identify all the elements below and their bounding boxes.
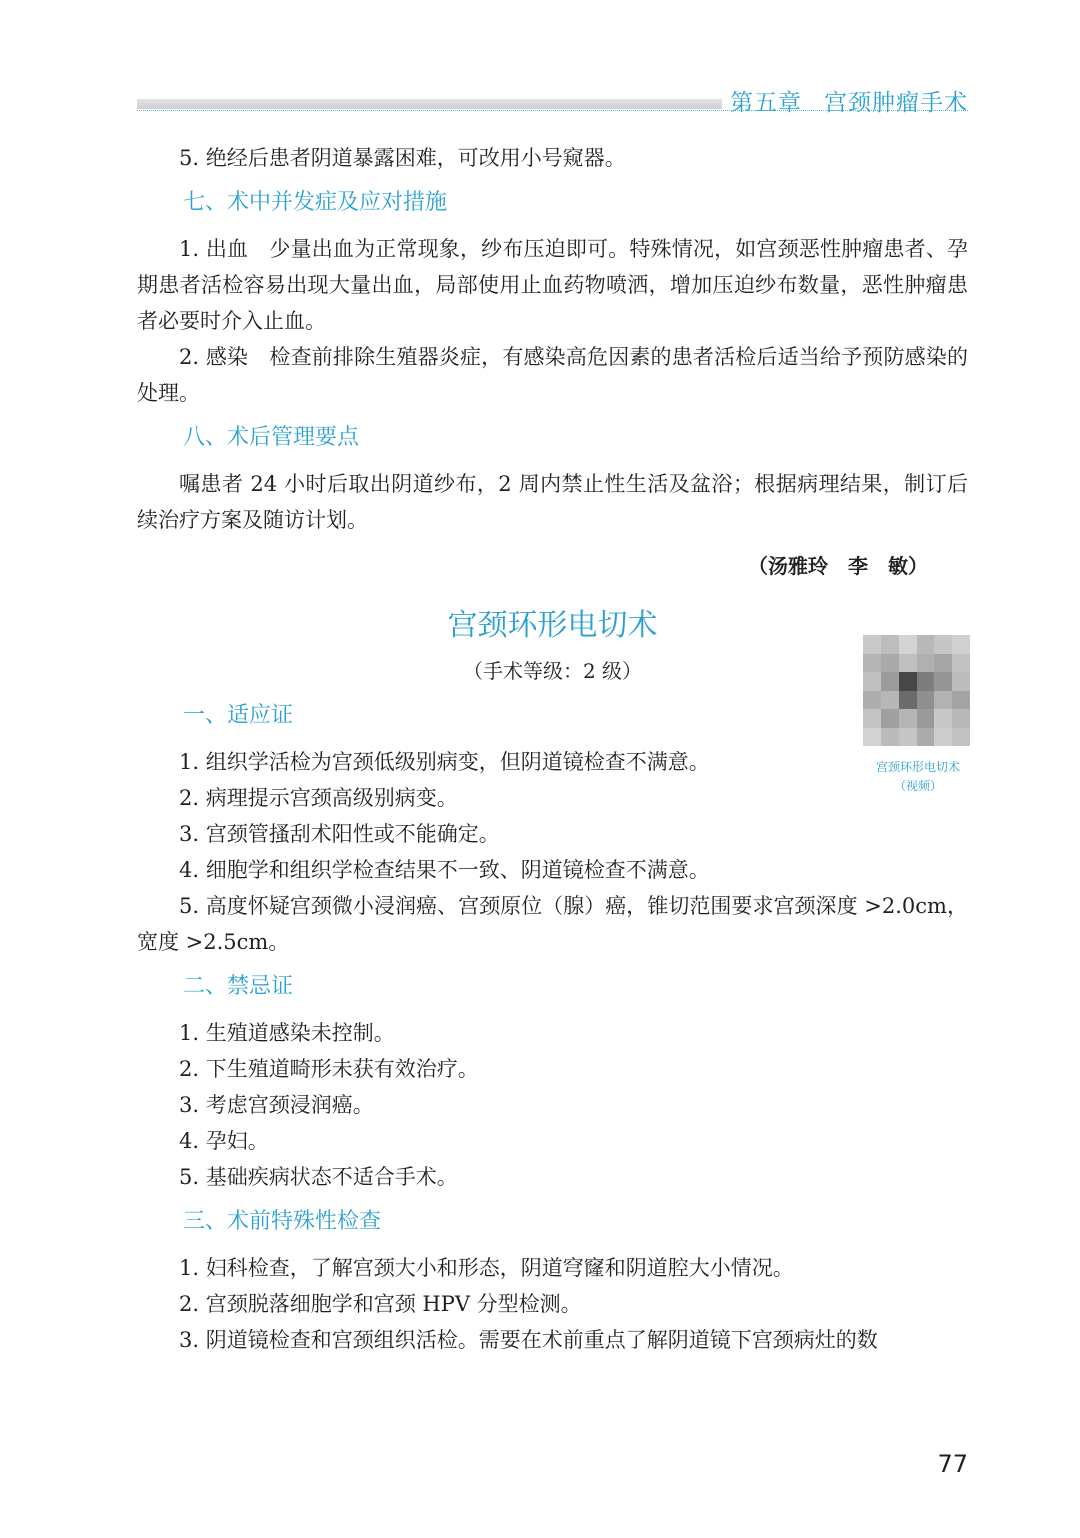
- list-item: 3. 考虑宫颈浸润癌。: [179, 1093, 374, 1117]
- paragraph: 5. 绝经后患者阴道暴露困难，可改用小号窥器。: [179, 146, 626, 170]
- page-body: [137, 140, 968, 1358]
- paragraph: 2. 感染 检查前排除生殖器炎症，有感染高危因素的患者活检后适当给予预防感染的处理。: [137, 345, 968, 405]
- section-heading: 三、术前特殊性检查: [183, 1209, 382, 1234]
- video-caption-type: （视频）: [893, 779, 942, 793]
- list-item: 5. 高度怀疑宫颈微小浸润癌、宫颈原位（腺）癌，锥切范围要求宫颈深度 >2.0cm，宽度 >2.5cm。: [137, 894, 968, 954]
- list-item: 2. 宫颈脱落细胞学和宫颈 HPV 分型检测。: [179, 1292, 582, 1316]
- list-item: 1. 生殖道感染未控制。: [179, 1021, 395, 1045]
- video-caption: [848, 758, 988, 796]
- section-heading: 一、适应证: [183, 703, 294, 728]
- procedure-level: （手术等级：2 级）: [462, 659, 643, 683]
- list-item: 2. 病理提示宫颈高级别病变。: [179, 786, 458, 810]
- list-item: 4. 孕妇。: [179, 1129, 269, 1153]
- page-number: 77: [937, 1450, 968, 1478]
- list-item: 3. 宫颈管搔刮术阳性或不能确定。: [179, 822, 500, 846]
- procedure-title: 宫颈环形电切术: [447, 608, 658, 643]
- header-bar: [137, 99, 722, 109]
- section-heading: 七、术中并发症及应对措施: [183, 190, 448, 215]
- list-item: 1. 妇科检查，了解宫颈大小和形态，阴道穹窿和阴道腔大小情况。: [179, 1256, 794, 1280]
- running-header: [730, 84, 968, 117]
- video-qr-code[interactable]: [863, 635, 970, 746]
- list-item: 4. 细胞学和组织学检查结果不一致、阴道镜检查不满意。: [179, 858, 710, 882]
- chapter-title: 宫颈肿瘤手术: [824, 90, 968, 116]
- video-caption-title: 宫颈环形电切术: [875, 760, 960, 774]
- paragraph: 1. 出血 少量出血为正常现象，纱布压迫即可。特殊情况，如宫颈恶性肿瘤患者、孕期患者活检容易出现大量出血，局部使用止血药物喷洒，增加压迫纱布数量，恶性肿瘤患者必要时介入止血。: [137, 237, 968, 333]
- section-heading: 二、禁忌证: [183, 974, 294, 999]
- list-item: 1. 组织学活检为宫颈低级别病变，但阴道镜检查不满意。: [179, 750, 710, 774]
- author-credit: （汤雅玲 李 敏）: [748, 554, 928, 578]
- list-item: 3. 阴道镜检查和宫颈组织活检。需要在术前重点了解阴道镜下宫颈病灶的数: [179, 1328, 878, 1352]
- list-item: 2. 下生殖道畸形未获有效治疗。: [179, 1057, 479, 1081]
- list-item: 5. 基础疾病状态不适合手术。: [179, 1165, 458, 1189]
- chapter-number: 第五章: [730, 90, 802, 116]
- section-heading: 八、术后管理要点: [183, 425, 360, 450]
- paragraph: 嘱患者 24 小时后取出阴道纱布，2 周内禁止性生活及盆浴；根据病理结果，制订后续治疗方案及随访计划。: [137, 472, 968, 532]
